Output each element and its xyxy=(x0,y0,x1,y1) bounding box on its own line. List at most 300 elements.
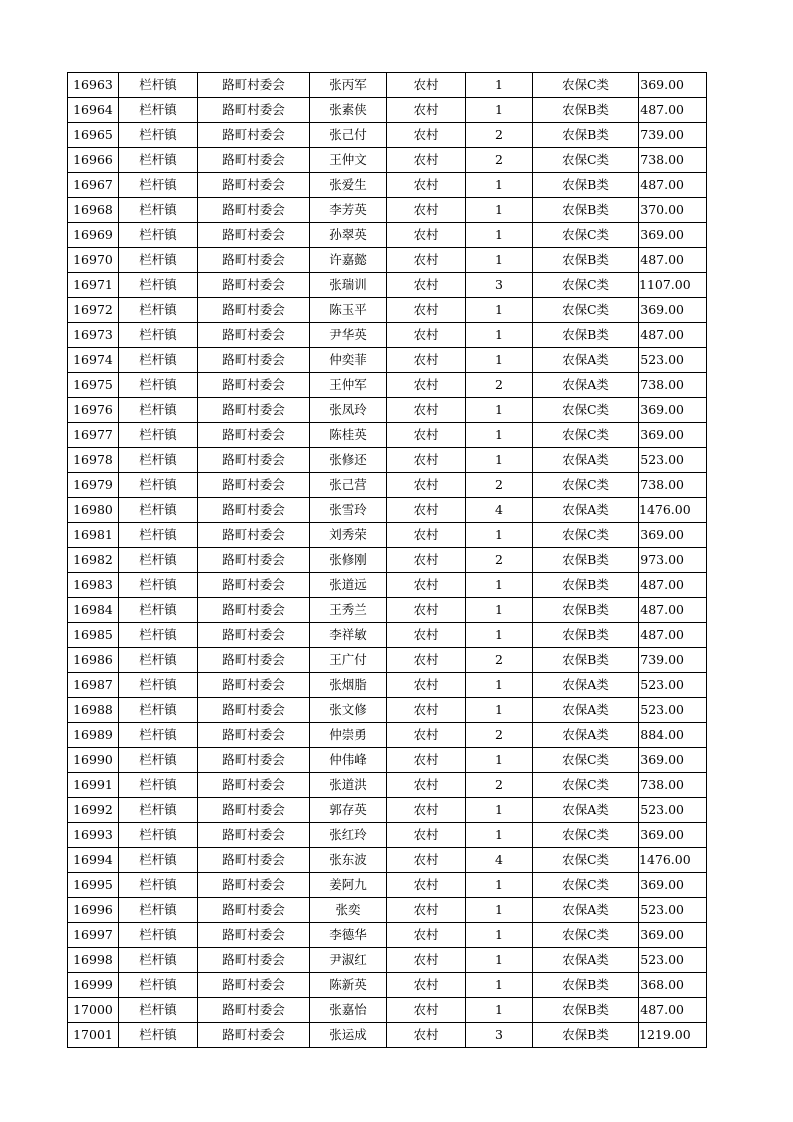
person-name-cell: 郭存英 xyxy=(310,798,387,823)
village-cell: 路町村委会 xyxy=(198,473,310,498)
village-cell: 路町村委会 xyxy=(198,198,310,223)
household-count-cell: 2 xyxy=(466,123,533,148)
household-count-cell: 1 xyxy=(466,948,533,973)
household-count-cell: 1 xyxy=(466,798,533,823)
household-count-cell: 1 xyxy=(466,998,533,1023)
person-name-cell: 王仲军 xyxy=(310,373,387,398)
category-cell: 农保B类 xyxy=(533,98,639,123)
category-cell: 农保A类 xyxy=(533,348,639,373)
table-row xyxy=(68,998,707,1023)
record-id-cell: 16995 xyxy=(68,873,119,898)
village-cell: 路町村委会 xyxy=(198,573,310,598)
table-row xyxy=(68,473,707,498)
village-cell: 路町村委会 xyxy=(198,148,310,173)
person-name-cell: 孙翠英 xyxy=(310,223,387,248)
amount-cell: 523.00 xyxy=(639,448,707,473)
amount-cell: 369.00 xyxy=(639,223,707,248)
amount-cell: 523.00 xyxy=(639,798,707,823)
amount-cell: 369.00 xyxy=(639,748,707,773)
person-name-cell: 张道远 xyxy=(310,573,387,598)
town-cell: 栏杆镇 xyxy=(119,673,198,698)
area-type-cell: 农村 xyxy=(387,798,466,823)
record-id-cell: 16998 xyxy=(68,948,119,973)
record-id-cell: 16993 xyxy=(68,823,119,848)
category-cell: 农保B类 xyxy=(533,648,639,673)
area-type-cell: 农村 xyxy=(387,598,466,623)
area-type-cell: 农村 xyxy=(387,423,466,448)
category-cell: 农保A类 xyxy=(533,898,639,923)
record-id-cell: 16984 xyxy=(68,598,119,623)
household-count-cell: 1 xyxy=(466,98,533,123)
village-cell: 路町村委会 xyxy=(198,873,310,898)
person-name-cell: 张烟脂 xyxy=(310,673,387,698)
person-name-cell: 张东波 xyxy=(310,848,387,873)
record-id-cell: 16972 xyxy=(68,298,119,323)
household-count-cell: 1 xyxy=(466,198,533,223)
category-cell: 农保C类 xyxy=(533,398,639,423)
amount-cell: 523.00 xyxy=(639,348,707,373)
person-name-cell: 陈桂英 xyxy=(310,423,387,448)
village-cell: 路町村委会 xyxy=(198,848,310,873)
village-cell: 路町村委会 xyxy=(198,273,310,298)
category-cell: 农保C类 xyxy=(533,873,639,898)
village-cell: 路町村委会 xyxy=(198,398,310,423)
category-cell: 农保A类 xyxy=(533,498,639,523)
household-count-cell: 2 xyxy=(466,723,533,748)
record-id-cell: 16963 xyxy=(68,73,119,98)
record-id-cell: 16968 xyxy=(68,198,119,223)
household-count-cell: 2 xyxy=(466,548,533,573)
table-row xyxy=(68,948,707,973)
record-id-cell: 16997 xyxy=(68,923,119,948)
table-row xyxy=(68,848,707,873)
record-id-cell: 16973 xyxy=(68,323,119,348)
town-cell: 栏杆镇 xyxy=(119,198,198,223)
table-row xyxy=(68,523,707,548)
table-row xyxy=(68,448,707,473)
amount-cell: 738.00 xyxy=(639,148,707,173)
town-cell: 栏杆镇 xyxy=(119,848,198,873)
table-row xyxy=(68,223,707,248)
village-cell: 路町村委会 xyxy=(198,298,310,323)
area-type-cell: 农村 xyxy=(387,1023,466,1048)
record-id-cell: 16986 xyxy=(68,648,119,673)
amount-cell: 523.00 xyxy=(639,948,707,973)
town-cell: 栏杆镇 xyxy=(119,948,198,973)
town-cell: 栏杆镇 xyxy=(119,523,198,548)
person-name-cell: 仲奕菲 xyxy=(310,348,387,373)
category-cell: 农保A类 xyxy=(533,698,639,723)
area-type-cell: 农村 xyxy=(387,873,466,898)
area-type-cell: 农村 xyxy=(387,298,466,323)
area-type-cell: 农村 xyxy=(387,73,466,98)
household-count-cell: 1 xyxy=(466,873,533,898)
record-id-cell: 16988 xyxy=(68,698,119,723)
area-type-cell: 农村 xyxy=(387,198,466,223)
household-count-cell: 1 xyxy=(466,823,533,848)
table-row xyxy=(68,498,707,523)
area-type-cell: 农村 xyxy=(387,498,466,523)
category-cell: 农保C类 xyxy=(533,923,639,948)
area-type-cell: 农村 xyxy=(387,773,466,798)
household-count-cell: 1 xyxy=(466,223,533,248)
amount-cell: 369.00 xyxy=(639,398,707,423)
category-cell: 农保C类 xyxy=(533,423,639,448)
record-id-cell: 16991 xyxy=(68,773,119,798)
table-row xyxy=(68,773,707,798)
table-row xyxy=(68,873,707,898)
record-id-cell: 16989 xyxy=(68,723,119,748)
person-name-cell: 张己营 xyxy=(310,473,387,498)
person-name-cell: 张雪玲 xyxy=(310,498,387,523)
town-cell: 栏杆镇 xyxy=(119,223,198,248)
person-name-cell: 尹华英 xyxy=(310,323,387,348)
household-count-cell: 2 xyxy=(466,373,533,398)
person-name-cell: 仲伟峰 xyxy=(310,748,387,773)
household-count-cell: 3 xyxy=(466,273,533,298)
household-count-cell: 2 xyxy=(466,773,533,798)
amount-cell: 523.00 xyxy=(639,673,707,698)
town-cell: 栏杆镇 xyxy=(119,623,198,648)
area-type-cell: 农村 xyxy=(387,823,466,848)
amount-cell: 739.00 xyxy=(639,123,707,148)
amount-cell: 369.00 xyxy=(639,823,707,848)
town-cell: 栏杆镇 xyxy=(119,298,198,323)
town-cell: 栏杆镇 xyxy=(119,998,198,1023)
household-count-cell: 1 xyxy=(466,398,533,423)
table-row xyxy=(68,648,707,673)
category-cell: 农保C类 xyxy=(533,148,639,173)
table-row xyxy=(68,323,707,348)
town-cell: 栏杆镇 xyxy=(119,698,198,723)
table-row xyxy=(68,198,707,223)
category-cell: 农保C类 xyxy=(533,223,639,248)
area-type-cell: 农村 xyxy=(387,223,466,248)
village-cell: 路町村委会 xyxy=(198,998,310,1023)
household-count-cell: 1 xyxy=(466,623,533,648)
town-cell: 栏杆镇 xyxy=(119,798,198,823)
household-count-cell: 2 xyxy=(466,148,533,173)
town-cell: 栏杆镇 xyxy=(119,98,198,123)
household-count-cell: 1 xyxy=(466,698,533,723)
person-name-cell: 王广付 xyxy=(310,648,387,673)
area-type-cell: 农村 xyxy=(387,998,466,1023)
category-cell: 农保B类 xyxy=(533,173,639,198)
person-name-cell: 张爱生 xyxy=(310,173,387,198)
village-cell: 路町村委会 xyxy=(198,598,310,623)
household-count-cell: 1 xyxy=(466,298,533,323)
category-cell: 农保B类 xyxy=(533,323,639,348)
town-cell: 栏杆镇 xyxy=(119,348,198,373)
category-cell: 农保B类 xyxy=(533,573,639,598)
amount-cell: 369.00 xyxy=(639,298,707,323)
person-name-cell: 仲崇勇 xyxy=(310,723,387,748)
category-cell: 农保C类 xyxy=(533,823,639,848)
amount-cell: 368.00 xyxy=(639,973,707,998)
person-name-cell: 王仲文 xyxy=(310,148,387,173)
area-type-cell: 农村 xyxy=(387,148,466,173)
record-id-cell: 16970 xyxy=(68,248,119,273)
person-name-cell: 陈新英 xyxy=(310,973,387,998)
household-count-cell: 1 xyxy=(466,323,533,348)
table-row xyxy=(68,823,707,848)
household-count-cell: 1 xyxy=(466,248,533,273)
record-id-cell: 16980 xyxy=(68,498,119,523)
table-row xyxy=(68,73,707,98)
person-name-cell: 张文修 xyxy=(310,698,387,723)
category-cell: 农保A类 xyxy=(533,673,639,698)
amount-cell: 487.00 xyxy=(639,173,707,198)
category-cell: 农保C类 xyxy=(533,298,639,323)
table-row xyxy=(68,1023,707,1048)
town-cell: 栏杆镇 xyxy=(119,573,198,598)
town-cell: 栏杆镇 xyxy=(119,973,198,998)
village-cell: 路町村委会 xyxy=(198,523,310,548)
area-type-cell: 农村 xyxy=(387,448,466,473)
amount-cell: 487.00 xyxy=(639,248,707,273)
town-cell: 栏杆镇 xyxy=(119,648,198,673)
table-row xyxy=(68,973,707,998)
category-cell: 农保B类 xyxy=(533,123,639,148)
village-cell: 路町村委会 xyxy=(198,173,310,198)
record-id-cell: 16979 xyxy=(68,473,119,498)
table-row xyxy=(68,273,707,298)
household-count-cell: 1 xyxy=(466,923,533,948)
town-cell: 栏杆镇 xyxy=(119,548,198,573)
record-id-cell: 16994 xyxy=(68,848,119,873)
household-count-cell: 1 xyxy=(466,573,533,598)
category-cell: 农保A类 xyxy=(533,798,639,823)
person-name-cell: 张道洪 xyxy=(310,773,387,798)
record-id-cell: 16964 xyxy=(68,98,119,123)
area-type-cell: 农村 xyxy=(387,173,466,198)
amount-cell: 369.00 xyxy=(639,523,707,548)
table-row xyxy=(68,598,707,623)
amount-cell: 487.00 xyxy=(639,623,707,648)
record-id-cell: 17000 xyxy=(68,998,119,1023)
person-name-cell: 王秀兰 xyxy=(310,598,387,623)
table-row xyxy=(68,748,707,773)
record-id-cell: 16969 xyxy=(68,223,119,248)
village-cell: 路町村委会 xyxy=(198,498,310,523)
person-name-cell: 张瑞训 xyxy=(310,273,387,298)
table-row xyxy=(68,98,707,123)
table-row xyxy=(68,373,707,398)
category-cell: 农保C类 xyxy=(533,73,639,98)
village-cell: 路町村委会 xyxy=(198,348,310,373)
area-type-cell: 农村 xyxy=(387,898,466,923)
household-count-cell: 2 xyxy=(466,473,533,498)
amount-cell: 487.00 xyxy=(639,573,707,598)
category-cell: 农保C类 xyxy=(533,273,639,298)
category-cell: 农保A类 xyxy=(533,723,639,748)
table-row xyxy=(68,898,707,923)
village-cell: 路町村委会 xyxy=(198,223,310,248)
category-cell: 农保B类 xyxy=(533,623,639,648)
record-id-cell: 16996 xyxy=(68,898,119,923)
household-count-cell: 1 xyxy=(466,448,533,473)
household-count-cell: 1 xyxy=(466,598,533,623)
table-row xyxy=(68,673,707,698)
town-cell: 栏杆镇 xyxy=(119,498,198,523)
table-row xyxy=(68,148,707,173)
person-name-cell: 张修还 xyxy=(310,448,387,473)
table-row xyxy=(68,623,707,648)
town-cell: 栏杆镇 xyxy=(119,398,198,423)
record-id-cell: 16999 xyxy=(68,973,119,998)
area-type-cell: 农村 xyxy=(387,248,466,273)
amount-cell: 738.00 xyxy=(639,773,707,798)
town-cell: 栏杆镇 xyxy=(119,448,198,473)
category-cell: 农保C类 xyxy=(533,848,639,873)
household-count-cell: 1 xyxy=(466,523,533,548)
town-cell: 栏杆镇 xyxy=(119,73,198,98)
amount-cell: 370.00 xyxy=(639,198,707,223)
record-id-cell: 16981 xyxy=(68,523,119,548)
record-id-cell: 16976 xyxy=(68,398,119,423)
village-cell: 路町村委会 xyxy=(198,723,310,748)
record-id-cell: 16977 xyxy=(68,423,119,448)
amount-cell: 523.00 xyxy=(639,698,707,723)
village-cell: 路町村委会 xyxy=(198,323,310,348)
town-cell: 栏杆镇 xyxy=(119,148,198,173)
town-cell: 栏杆镇 xyxy=(119,248,198,273)
household-count-cell: 1 xyxy=(466,73,533,98)
area-type-cell: 农村 xyxy=(387,323,466,348)
amount-cell: 739.00 xyxy=(639,648,707,673)
amount-cell: 487.00 xyxy=(639,998,707,1023)
category-cell: 农保A类 xyxy=(533,948,639,973)
town-cell: 栏杆镇 xyxy=(119,873,198,898)
table-row xyxy=(68,798,707,823)
person-name-cell: 张修刚 xyxy=(310,548,387,573)
amount-cell: 738.00 xyxy=(639,373,707,398)
village-cell: 路町村委会 xyxy=(198,823,310,848)
record-id-cell: 16967 xyxy=(68,173,119,198)
town-cell: 栏杆镇 xyxy=(119,473,198,498)
record-id-cell: 16975 xyxy=(68,373,119,398)
person-name-cell: 姜阿九 xyxy=(310,873,387,898)
person-name-cell: 许嘉懿 xyxy=(310,248,387,273)
area-type-cell: 农村 xyxy=(387,948,466,973)
table-row xyxy=(68,348,707,373)
household-count-cell: 1 xyxy=(466,748,533,773)
village-cell: 路町村委会 xyxy=(198,73,310,98)
amount-cell: 487.00 xyxy=(639,598,707,623)
town-cell: 栏杆镇 xyxy=(119,173,198,198)
area-type-cell: 农村 xyxy=(387,473,466,498)
table-row xyxy=(68,398,707,423)
village-cell: 路町村委会 xyxy=(198,673,310,698)
amount-cell: 369.00 xyxy=(639,423,707,448)
table-row xyxy=(68,248,707,273)
village-cell: 路町村委会 xyxy=(198,123,310,148)
person-name-cell: 张凤玲 xyxy=(310,398,387,423)
table-row xyxy=(68,548,707,573)
amount-cell: 973.00 xyxy=(639,548,707,573)
village-cell: 路町村委会 xyxy=(198,973,310,998)
category-cell: 农保A类 xyxy=(533,373,639,398)
amount-cell: 369.00 xyxy=(639,873,707,898)
village-cell: 路町村委会 xyxy=(198,648,310,673)
table-row xyxy=(68,698,707,723)
category-cell: 农保B类 xyxy=(533,198,639,223)
town-cell: 栏杆镇 xyxy=(119,423,198,448)
town-cell: 栏杆镇 xyxy=(119,273,198,298)
area-type-cell: 农村 xyxy=(387,923,466,948)
village-cell: 路町村委会 xyxy=(198,373,310,398)
area-type-cell: 农村 xyxy=(387,698,466,723)
amount-cell: 1219.00 xyxy=(639,1023,707,1048)
village-cell: 路町村委会 xyxy=(198,748,310,773)
household-count-cell: 1 xyxy=(466,673,533,698)
village-cell: 路町村委会 xyxy=(198,98,310,123)
town-cell: 栏杆镇 xyxy=(119,598,198,623)
amount-cell: 884.00 xyxy=(639,723,707,748)
table-row xyxy=(68,723,707,748)
town-cell: 栏杆镇 xyxy=(119,773,198,798)
record-id-cell: 16971 xyxy=(68,273,119,298)
roster-body xyxy=(68,73,707,1048)
person-name-cell: 张奕 xyxy=(310,898,387,923)
person-name-cell: 张己付 xyxy=(310,123,387,148)
village-cell: 路町村委会 xyxy=(198,798,310,823)
category-cell: 农保B类 xyxy=(533,998,639,1023)
household-count-cell: 1 xyxy=(466,898,533,923)
household-count-cell: 4 xyxy=(466,848,533,873)
table-row xyxy=(68,123,707,148)
town-cell: 栏杆镇 xyxy=(119,823,198,848)
category-cell: 农保C类 xyxy=(533,473,639,498)
person-name-cell: 李祥敏 xyxy=(310,623,387,648)
category-cell: 农保B类 xyxy=(533,598,639,623)
village-cell: 路町村委会 xyxy=(198,448,310,473)
category-cell: 农保C类 xyxy=(533,523,639,548)
person-name-cell: 陈玉平 xyxy=(310,298,387,323)
area-type-cell: 农村 xyxy=(387,748,466,773)
area-type-cell: 农村 xyxy=(387,373,466,398)
area-type-cell: 农村 xyxy=(387,723,466,748)
record-id-cell: 17001 xyxy=(68,1023,119,1048)
category-cell: 农保B类 xyxy=(533,973,639,998)
household-count-cell: 2 xyxy=(466,648,533,673)
person-name-cell: 尹淑红 xyxy=(310,948,387,973)
household-count-cell: 1 xyxy=(466,173,533,198)
table-row xyxy=(68,298,707,323)
area-type-cell: 农村 xyxy=(387,123,466,148)
amount-cell: 523.00 xyxy=(639,898,707,923)
category-cell: 农保A类 xyxy=(533,448,639,473)
category-cell: 农保B类 xyxy=(533,1023,639,1048)
amount-cell: 487.00 xyxy=(639,323,707,348)
category-cell: 农保C类 xyxy=(533,748,639,773)
village-cell: 路町村委会 xyxy=(198,1023,310,1048)
town-cell: 栏杆镇 xyxy=(119,373,198,398)
town-cell: 栏杆镇 xyxy=(119,323,198,348)
person-name-cell: 张丙军 xyxy=(310,73,387,98)
record-id-cell: 16983 xyxy=(68,573,119,598)
village-cell: 路町村委会 xyxy=(198,773,310,798)
person-name-cell: 张运成 xyxy=(310,1023,387,1048)
area-type-cell: 农村 xyxy=(387,548,466,573)
table-row xyxy=(68,173,707,198)
household-count-cell: 1 xyxy=(466,973,533,998)
person-name-cell: 张红玲 xyxy=(310,823,387,848)
area-type-cell: 农村 xyxy=(387,398,466,423)
village-cell: 路町村委会 xyxy=(198,423,310,448)
amount-cell: 1476.00 xyxy=(639,848,707,873)
village-cell: 路町村委会 xyxy=(198,548,310,573)
